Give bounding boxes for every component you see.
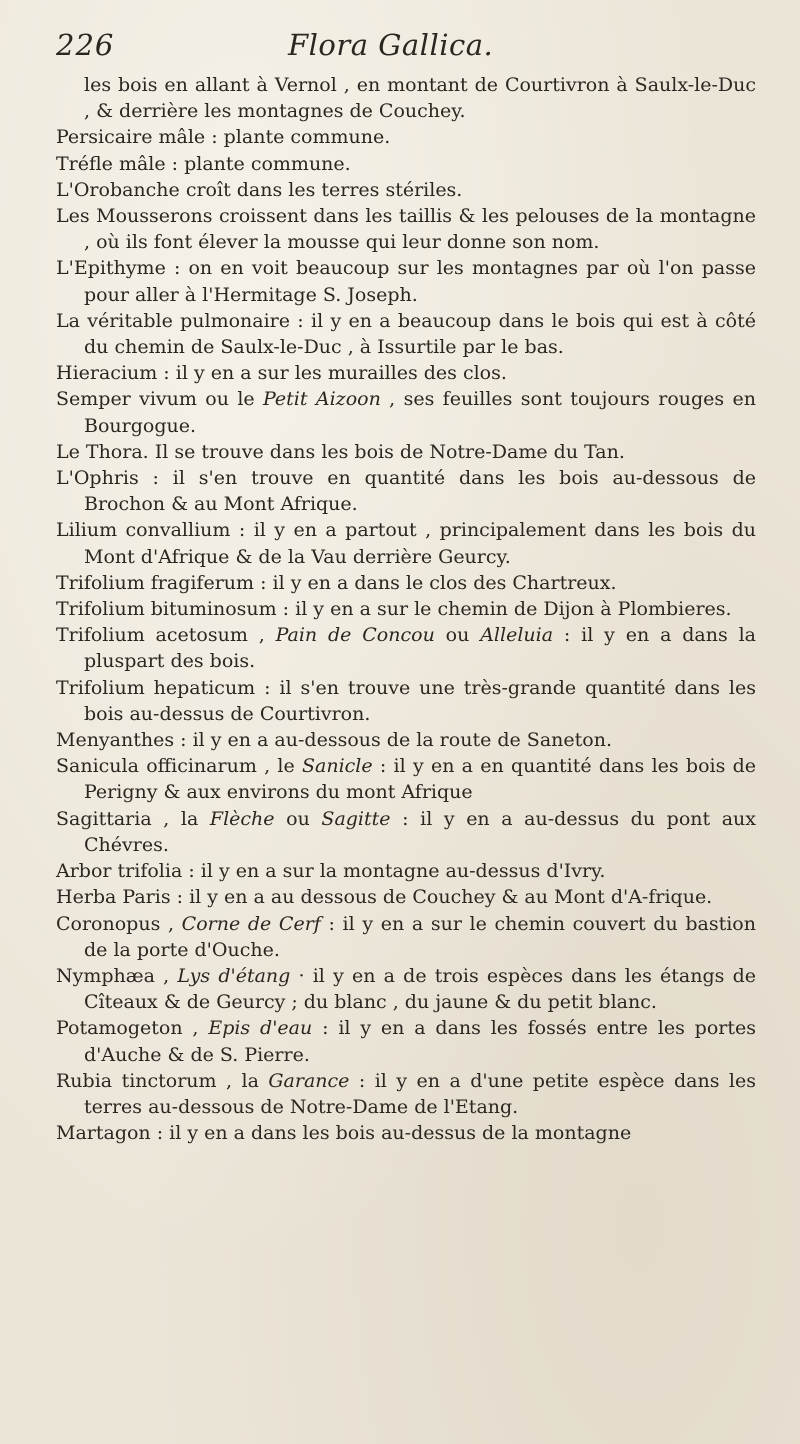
plant-entry (56, 360, 756, 386)
entry-text: Arbor trifolia : il y en a sur la montagne au-dessus d'Ivry. (56, 860, 606, 883)
entry-text: : il y en a dans les fossés entre les portes d'Auche & de S. Pierre. (84, 1017, 756, 1066)
body-text (56, 72, 756, 1146)
page-header (56, 28, 756, 68)
italic-name: Alleluia (480, 624, 554, 647)
entry-text: ou (274, 807, 322, 830)
entry-text: Trifolium acetosum , (56, 624, 276, 647)
plant-entry (56, 753, 756, 805)
plant-entry (56, 570, 756, 596)
plant-entry (56, 1120, 756, 1146)
plant-entry (56, 308, 756, 360)
plant-entry (56, 465, 756, 517)
page-number: 226 (56, 28, 115, 62)
plant-entry (56, 806, 756, 858)
entry-text: Sagittaria , la (56, 807, 210, 830)
plant-entry (56, 386, 756, 438)
plant-entry (56, 963, 756, 1015)
entry-text: L'Epithyme : on en voit beaucoup sur les montagnes par où l'on passe pour aller à l'Hermitage S. Joseph. (56, 257, 756, 306)
plant-entry (56, 884, 756, 910)
plant-entry (56, 596, 756, 622)
entry-text: les bois en allant à Vernol , en montant de Courtivron à Saulx-le-Duc , & derrière les montagnes de Couchey. (84, 74, 756, 123)
plant-entry (56, 727, 756, 753)
entry-text: Trifolium bituminosum : il y en a sur le chemin de Dijon à Plombieres. (56, 598, 732, 621)
plant-entry (56, 622, 756, 674)
italic-name: Pain de Concou (275, 624, 435, 647)
italic-name: Sagitte (321, 807, 391, 830)
entry-text: Potamogeton , (56, 1017, 209, 1040)
entry-text: Tréfle mâle : plante commune. (56, 152, 351, 175)
entry-text: Martagon : il y en a dans les bois au-dessus de la montagne (56, 1122, 632, 1145)
entry-text: , ses feuilles sont toujours rouges en Bourgogue. (84, 388, 757, 437)
entry-text: Rubia tinctorum , la (56, 1069, 269, 1092)
italic-name: Sanicle (301, 755, 373, 778)
entry-text: Nymphæa , (56, 964, 178, 987)
entry-text: Trifolium fragiferum : il y en a dans le clos des Chartreux. (56, 571, 617, 594)
entry-text: Les Mousserons croissent dans les taillis & les pelouses de la montagne , où ils font élever la mousse qui leur donne son nom. (56, 205, 756, 254)
entry-text: Le Thora. Il se trouve dans les bois de Notre-Dame du Tan. (56, 440, 625, 463)
entry-text: La véritable pulmonaire : il y en a beaucoup dans le bois qui est à côté du chemin de Saulx-le-Duc , à Issurtile par le bas. (56, 309, 756, 359)
entry-text: Hieracium : il y en a sur les murailles des clos. (56, 362, 507, 385)
plant-entry (56, 203, 756, 255)
entry-text: L'Orobanche croît dans les terres stériles. (56, 178, 463, 201)
entry-text: : il y en a d'une petite espèce dans les terres au-dessous de Notre-Dame de l'Etang. (84, 1069, 756, 1118)
plant-entry (56, 1015, 756, 1067)
running-title: Flora Gallica. (288, 28, 494, 62)
entry-text: Herba Paris : il y en a au dessous de Couchey & au Mont d'A-frique. (56, 886, 713, 909)
italic-name: Garance (268, 1069, 350, 1092)
continued-paragraph (56, 72, 756, 124)
plant-entry (56, 517, 756, 569)
entry-text: Trifolium hepaticum : il s'en trouve une très-grande quantité dans les bois au-dessus de Courtivron. (56, 676, 756, 725)
entry-text: L'Ophris : il s'en trouve en quantité dans les bois au-dessous de Brochon & au Mont Afrique. (56, 467, 756, 516)
entry-text: Persicaire mâle : plante commune. (56, 126, 391, 149)
entry-text: Semper vivum ou le (56, 388, 263, 411)
plant-entry (56, 858, 756, 884)
italic-name: Petit Aizoon (263, 388, 381, 411)
plant-entry (56, 151, 756, 177)
plant-entry (56, 255, 756, 307)
plant-entry (56, 911, 756, 963)
entry-text: : il y en a sur le chemin couvert du bastion de la porte d'Ouche. (84, 912, 756, 961)
entry-text: · il y en a de trois espèces dans les étangs de Cîteaux & de Geurcy ; du blanc , du jaune & du petit blanc. (84, 964, 756, 1014)
entry-text: Menyanthes : il y en a au-dessous de la route de Saneton. (56, 729, 612, 752)
entry-text: Sanicula officinarum , le (56, 755, 302, 778)
plant-entry (56, 675, 756, 727)
plant-entry (56, 439, 756, 465)
entry-text: : il y en a en quantité dans les bois de Perigny & aux environs du mont Afrique (84, 755, 757, 804)
plant-entry (56, 1068, 756, 1120)
italic-name: Corne de Cerf (181, 912, 321, 935)
entry-text: Coronopus , (56, 912, 182, 935)
entry-text: : il y en a dans la pluspart des bois. (84, 624, 756, 673)
entry-text: Lilium convallium : il y en a partout , principalement dans les bois du Mont d'Afrique & de la Vau derrière Geurcy. (56, 519, 756, 568)
italic-name: Lys d'étang (177, 964, 291, 987)
plant-entry (56, 124, 756, 150)
entry-text: : il y en a au-dessus du pont aux Chévres. (84, 807, 756, 856)
plant-entry (56, 177, 756, 203)
entry-text: ou (434, 624, 481, 647)
italic-name: Flèche (209, 807, 275, 830)
italic-name: Epis d'eau (208, 1017, 313, 1040)
